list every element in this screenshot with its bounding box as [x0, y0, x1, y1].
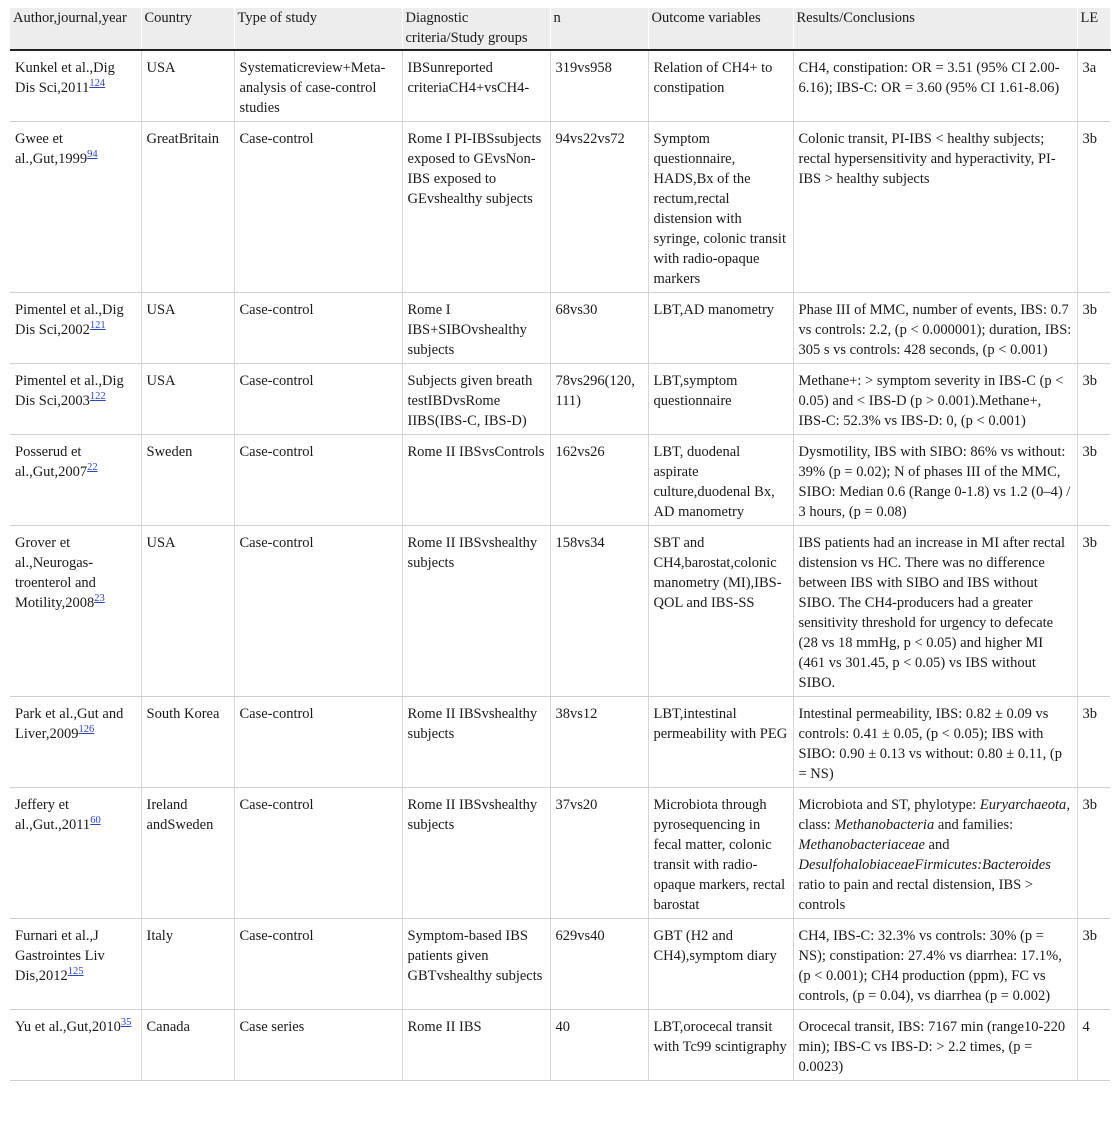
cell-type: Case-control — [234, 364, 402, 435]
cell-n: 40 — [550, 1010, 648, 1081]
header-row — [10, 8, 1110, 50]
cell-country: GreatBritain — [141, 122, 234, 293]
results-text: and — [924, 837, 950, 853]
cell-type: Systematicreview+Meta-analysis of case-control studies — [234, 50, 402, 122]
cell-type: Case-control — [234, 788, 402, 919]
cell-country: South Korea — [141, 697, 234, 788]
results-text: , class: — [798, 797, 1070, 833]
cell-type: Case-control — [234, 293, 402, 364]
cell-country: USA — [141, 293, 234, 364]
cell-author — [10, 122, 141, 293]
cell-diagnostic: Symptom-based IBS patients given GBTvshealthy subjects — [402, 919, 550, 1010]
cell-outcome: LBT,symptom questionnaire — [648, 364, 793, 435]
header-author: Author,journal,year — [10, 8, 141, 50]
cell-type: Case-control — [234, 697, 402, 788]
reference-link[interactable]: 23 — [94, 593, 105, 605]
cell-le: 3b — [1077, 435, 1110, 526]
cell-author — [10, 919, 141, 1010]
studies-table — [10, 8, 1111, 1081]
cell-diagnostic: Rome II IBS — [402, 1010, 550, 1081]
header-outcome: Outcome variables — [648, 8, 793, 50]
cell-le: 3b — [1077, 364, 1110, 435]
cell-results: CH4, constipation: OR = 3.51 (95% CI 2.00-6.16); IBS-C: OR = 3.60 (95% CI 1.61-8.06) — [793, 50, 1077, 122]
cell-results: Orocecal transit, IBS: 7167 min (range10-220 min); IBS-C vs IBS-D: > 2.2 times, (p = 0.0023) — [793, 1010, 1077, 1081]
cell-n: 37vs20 — [550, 788, 648, 919]
cell-outcome: GBT (H2 and CH4),symptom diary — [648, 919, 793, 1010]
reference-link[interactable]: 22 — [87, 462, 98, 474]
cell-n: 158vs34 — [550, 526, 648, 697]
cell-results: Intestinal permeability, IBS: 0.82 ± 0.09 vs controls: 0.41 ± 0.05, (p < 0.05); IBS with SIBO: 0.90 ± 0.13 vs without: 0.80 ± 0.11, (p = NS) — [793, 697, 1077, 788]
cell-author — [10, 697, 141, 788]
cell-type: Case-control — [234, 919, 402, 1010]
cell-n: 78vs296(120, 111) — [550, 364, 648, 435]
table-row — [10, 788, 1110, 919]
cell-results: Dysmotility, IBS with SIBO: 86% vs without: 39% (p = 0.02); N of phases III of the MMC, SIBO: Median 0.6 (Range 0-1.8) vs 1.2 (0–4) / 3 hours, (p = 0.08) — [793, 435, 1077, 526]
reference-link[interactable]: 35 — [120, 1017, 132, 1029]
results-text: and families: — [934, 817, 1014, 833]
table-row — [10, 364, 1110, 435]
table-row — [10, 122, 1110, 293]
results-text: ratio to pain and rectal distension, IBS > controls — [798, 877, 1033, 913]
header-diagnostic: Diagnostic criteria/Study groups — [402, 8, 550, 50]
cell-author — [10, 788, 141, 919]
cell-results: Colonic transit, PI-IBS < healthy subjects; rectal hypersensitivity and hyperactivity, PI-IBS > healthy subjects — [793, 122, 1077, 293]
cell-author — [10, 526, 141, 697]
author-text: Park et al.,Gut and Liver,2009 — [15, 706, 124, 742]
cell-country: Canada — [141, 1010, 234, 1081]
cell-le: 3a — [1077, 50, 1110, 122]
cell-diagnostic: Rome II IBSvshealthy subjects — [402, 526, 550, 697]
cell-diagnostic: IBSunreported criteriaCH4+vsCH4- — [402, 50, 550, 122]
reference-link[interactable]: 125 — [67, 966, 84, 978]
table-row — [10, 526, 1110, 697]
cell-le: 3b — [1077, 122, 1110, 293]
author-text: Posserud et al.,Gut,2007 — [15, 444, 88, 480]
results-text: Microbiota and ST, phylotype: — [798, 797, 980, 813]
cell-results: IBS patients had an increase in MI after rectal distension vs HC. There was no difference between IBS with SIBO and IBS without SIBO. The CH4-producers had a greater sensitivity threshold for urgency to defecate (28 vs 18 mmHg, p < 0.05) and higher MI (461 vs 301.45, p < 0.05) vs IBS without SIBO. — [793, 526, 1077, 697]
reference-link[interactable]: 60 — [90, 815, 101, 827]
header-le: LE — [1077, 8, 1110, 50]
table-row — [10, 697, 1110, 788]
cell-diagnostic: Rome II IBSvsControls — [402, 435, 550, 526]
author-text: Pimentel et al.,Dig Dis Sci,2003 — [15, 373, 124, 409]
reference-link[interactable]: 126 — [78, 724, 95, 736]
cell-outcome: LBT,AD manometry — [648, 293, 793, 364]
cell-results: Phase III of MMC, number of events, IBS: 0.7 vs controls: 2.2, (p < 0.000001); duration, IBS: 305 s vs controls: 428 seconds, (p < 0.001) — [793, 293, 1077, 364]
cell-le: 3b — [1077, 293, 1110, 364]
author-text: Grover et al.,Neurogas-troenterol and Motility,2008 — [15, 535, 96, 611]
cell-results: CH4, IBS-C: 32.3% vs controls: 30% (p = NS); constipation: 27.4% vs diarrhea: 17.1%, (p < 0.001); CH4 production (ppm), FC vs controls, (p = 0.04), vs diarrhea (p = 0.002) — [793, 919, 1077, 1010]
author-text: Kunkel et al.,Dig Dis Sci,2011 — [15, 60, 115, 96]
cell-author — [10, 293, 141, 364]
cell-type: Case-control — [234, 435, 402, 526]
cell-n: 94vs22vs72 — [550, 122, 648, 293]
cell-diagnostic: Rome II IBSvshealthy subjects — [402, 697, 550, 788]
cell-outcome: Symptom questionnaire, HADS,Bx of the rectum,rectal distension with syringe, colonic transit with radio-opaque markers — [648, 122, 793, 293]
cell-country: Sweden — [141, 435, 234, 526]
cell-diagnostic: Rome I IBS+SIBOvshealthy subjects — [402, 293, 550, 364]
header-country: Country — [141, 8, 234, 50]
author-text: Yu et al.,Gut,2010 — [15, 1019, 121, 1035]
cell-country: USA — [141, 364, 234, 435]
cell-author — [10, 364, 141, 435]
cell-le: 3b — [1077, 788, 1110, 919]
cell-country: Italy — [141, 919, 234, 1010]
cell-le: 3b — [1077, 919, 1110, 1010]
cell-author — [10, 1010, 141, 1081]
cell-type: Case-control — [234, 122, 402, 293]
reference-link[interactable]: 124 — [89, 78, 106, 90]
cell-le: 3b — [1077, 526, 1110, 697]
cell-results — [793, 788, 1077, 919]
cell-outcome: LBT,intestinal permeability with PEG — [648, 697, 793, 788]
author-text: Pimentel et al.,Dig Dis Sci,2002 — [15, 302, 124, 338]
header-results: Results/Conclusions — [793, 8, 1077, 50]
cell-outcome: LBT,orocecal transit with Tc99 scintigraphy — [648, 1010, 793, 1081]
cell-n: 68vs30 — [550, 293, 648, 364]
header-n: n — [550, 8, 648, 50]
reference-link[interactable]: 94 — [87, 149, 98, 161]
author-text: Gwee et al.,Gut,1999 — [15, 131, 88, 167]
table-body — [10, 50, 1110, 1081]
cell-n: 319vs958 — [550, 50, 648, 122]
taxon-family: Methanobacteriaceae — [798, 837, 925, 853]
cell-type: Case-control — [234, 526, 402, 697]
cell-diagnostic: Rome II IBSvshealthy subjects — [402, 788, 550, 919]
reference-link[interactable]: 121 — [89, 320, 106, 332]
cell-results: Methane+: > symptom severity in IBS-C (p < 0.05) and < IBS-D (p > 0.001).Methane+, IBS-C: 52.3% vs IBS-D: 0, (p < 0.001) — [793, 364, 1077, 435]
cell-n: 162vs26 — [550, 435, 648, 526]
cell-author — [10, 435, 141, 526]
cell-country: USA — [141, 50, 234, 122]
author-text: Jeffery et al.,Gut.,2011 — [15, 797, 91, 833]
header-type: Type of study — [234, 8, 402, 50]
cell-outcome: LBT, duodenal aspirate culture,duodenal Bx, AD manometry — [648, 435, 793, 526]
table-row — [10, 919, 1110, 1010]
cell-author — [10, 50, 141, 122]
cell-n: 629vs40 — [550, 919, 648, 1010]
cell-outcome: Microbiota through pyrosequencing in fecal matter, colonic transit with radio-opaque markers, rectal barostat — [648, 788, 793, 919]
cell-outcome: SBT and CH4,barostat,colonic manometry (MI),IBS-QOL and IBS-SS — [648, 526, 793, 697]
reference-link[interactable]: 122 — [89, 391, 106, 403]
cell-country: Ireland andSweden — [141, 788, 234, 919]
cell-type: Case series — [234, 1010, 402, 1081]
taxon-ratio: DesulfohalobiaceaeFirmicutes:Bacteroides — [798, 857, 1051, 873]
taxon-class: Methanobacteria — [834, 817, 935, 833]
table-row — [10, 1010, 1110, 1081]
cell-diagnostic: Subjects given breath testIBDvsRome IIBS(IBS-C, IBS-D) — [402, 364, 550, 435]
cell-country: USA — [141, 526, 234, 697]
cell-n: 38vs12 — [550, 697, 648, 788]
cell-le: 3b — [1077, 697, 1110, 788]
table-row — [10, 293, 1110, 364]
cell-diagnostic: Rome I PI-IBSsubjects exposed to GEvsNon-IBS exposed to GEvshealthy subjects — [402, 122, 550, 293]
taxon-phylotype: Euryarchaeota — [979, 797, 1067, 813]
table-header — [10, 8, 1110, 50]
author-text: Furnari et al.,J Gastrointes Liv Dis,2012 — [15, 928, 105, 984]
cell-outcome: Relation of CH4+ to constipation — [648, 50, 793, 122]
cell-le: 4 — [1077, 1010, 1110, 1081]
table-row — [10, 50, 1110, 122]
table-row — [10, 435, 1110, 526]
